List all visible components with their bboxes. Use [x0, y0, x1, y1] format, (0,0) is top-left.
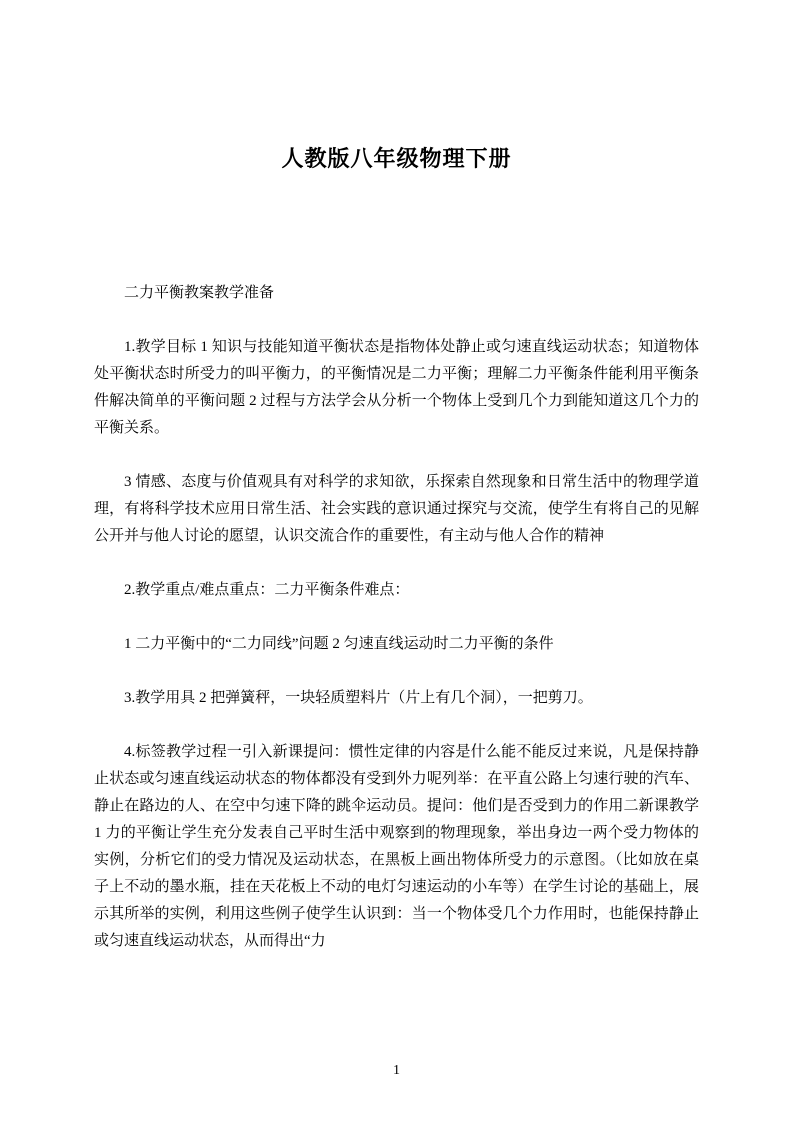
paragraph-difficulties: 1 二力平衡中的“二力同线”问题 2 匀速直线运动时二力平衡的条件	[124, 636, 554, 652]
paragraph-teaching-tools: 3.教学用具 2 把弹簧秤，一块轻质塑料片（片上有几个洞），一把剪刀。	[124, 690, 593, 706]
page-number: 1	[393, 1063, 400, 1078]
paragraph-teaching-process: 4.标签教学过程一引入新课提问：惯性定律的内容是什么能不能反过来说，凡是保持静止状态或匀速直线运动状态的物体都没有受到外力呢列举：在平直公路上匀速行驶的汽车、静止在路边的人、在空中匀速下降的跳伞运动员。提问：他们是否受到力的作用二新课教学 1 力的平衡让学生充分发表自己平时生活中观察到的物理现象，举出身边一两个受力物体的实例，分析它们的受力情况及运动状态，在黑板上画出物体所受力的示意图。（比如放在桌子上不动的墨水瓶，挂在天花板上不动的电灯匀速运动的小车等）在学生讨论的基础上，展示其所举的实例，利用这些例子使学生认识到：当一个物体受几个力作用时，也能保持静止或匀速直线运动状态，从而得出“力	[94, 744, 699, 949]
page-footer	[0, 1062, 793, 1080]
document-title: 人教版八年级物理下册	[281, 146, 512, 171]
paragraph-teaching-goals: 1.教学目标 1 知识与技能知道平衡状态是指物体处静止或匀速直线运动状态；知道物体处平衡状态时所受力的叫平衡力，的平衡情况是二力平衡；理解二力平衡条件能利用平衡条件解决简单的平衡问题 2 过程与方法学会从分析一个物体上受到几个力到能知道这几个力的平衡关系。	[94, 339, 699, 436]
paragraph-heading: 二力平衡教案教学准备	[124, 285, 275, 301]
paragraph-values: 3 情感、态度与价值观具有对科学的求知欲，乐探索自然现象和日常生活中的物理学道理，有将科学技术应用日常生活、社会实践的意识通过探究与交流，使学生有将自己的见解公开并与他人讨论的愿望，认识交流合作的重要性，有主动与他人合作的精神	[94, 474, 699, 544]
paragraph-key-points: 2.教学重点/难点重点：二力平衡条件难点：	[124, 582, 410, 598]
document-body	[94, 280, 699, 955]
